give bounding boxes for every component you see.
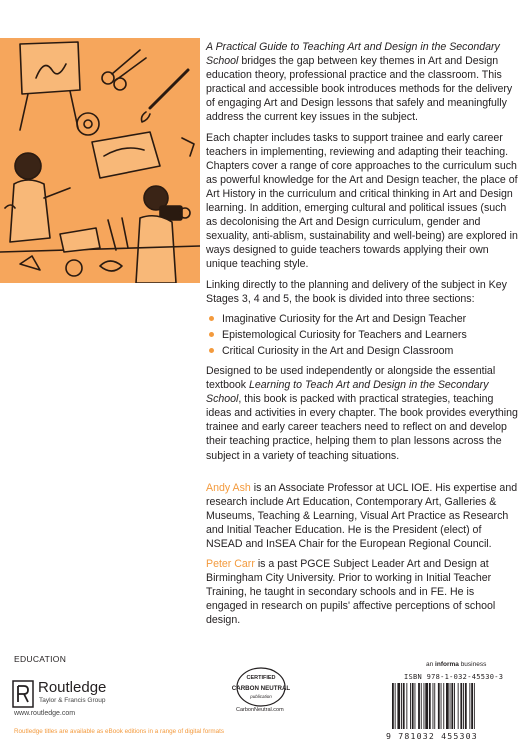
bullet-icon (209, 348, 214, 353)
barcode-bar (425, 683, 428, 729)
barcode-bar (438, 683, 440, 729)
carbon-label-top: CERTIFIED (246, 675, 276, 681)
informa-brand: informa (435, 661, 459, 668)
barcode-bar (403, 683, 405, 729)
blurb-paragraph-4: Designed to be used independently or alongside the essential textbook Learning to Teach Art and Design in the Secondary School, this book is packed with practical strategies, teaching ideas and activities in every chapter. The book provides everything trainee and early career teachers need to reflect on and develop their teaching practice, helping them to plan lessons across the subject in a variety of teaching situations. (206, 364, 518, 462)
barcode-bar (441, 683, 442, 729)
barcode-bar (412, 683, 414, 729)
barcode-bar (454, 683, 455, 729)
barcode-bar (465, 683, 467, 729)
blurb-paragraph-1: A Practical Guide to Teaching Art and Design in the Secondary School bridges the gap between key themes in Art and Design education theory, professional practice and the classroom. This practical and accessible book introduces methods for the delivery of engaging Art and Design lessons that safely and meaningfully address the current key issues in the subject. (206, 41, 513, 124)
barcode-bar (446, 683, 449, 729)
publisher-group: Taylor & Francis Group (39, 697, 106, 704)
subject-category: EDUCATION (14, 654, 67, 664)
author-bio-carr: Peter Carr is a past PGCE Subject Leader Art and Design at Birmingham City University. Prior to working in Initial Teacher Training, he taught in secondary schools and in FE. He is engaged in research on pupils' affective perceptions of school design. (206, 558, 496, 627)
barcode-bar (450, 683, 451, 729)
barcode-bar (451, 683, 453, 729)
barcode-bar (463, 683, 464, 729)
barcode-bar (395, 683, 396, 729)
isbn-barcode (386, 671, 520, 739)
barcode-bar (397, 683, 400, 729)
author-bios (206, 481, 518, 628)
blurb-paragraph-3: Linking directly to the planning and delivery of the subject in Key Stages 3, 4 and 5, the book is divided into three sections: (206, 278, 507, 305)
routledge-logo-icon (12, 680, 34, 708)
barcode-bar (471, 683, 473, 729)
barcode-bar (392, 683, 394, 729)
barcode-bar (424, 683, 425, 729)
barcode-bar (421, 683, 422, 729)
cover-illustration (0, 38, 200, 283)
barcode-bar (469, 683, 470, 729)
barcode-bar (401, 683, 402, 729)
barcode-digits: 9 781032 455303 (386, 731, 478, 741)
blurb-paragraph-2: Each chapter includes tasks to support trainee and early career teachers in implementing, reviewing and adapting their teaching. Chapters cover a range of core approaches to the curriculum such as powerful knowledge for the Art and Design teacher, the place of Art History in the curriculum and critical thinking in Art and Design learning. In addition, emerging cultural and political issues (such as decolonising the Art and Design curriculum, gender and sexuality, anti-ablism, sustainability and well-being) are explored in ways designed to guide teachers towards applying their own unique teaching style. (206, 131, 518, 271)
author-bio-ash: Andy Ash is an Associate Professor at UCL IOE. His expertise and research include Art Education, Contemporary Art, Galleries & Museums, Teaching & Learning, Visual Art Practice as Research and Initial Teacher Education. He is the President (elect) of NSEAD and InSEA Chair for the European Regional Council. (206, 481, 518, 550)
informa-tagline: an informa business (426, 661, 487, 668)
barcode-bar (429, 683, 431, 729)
book-title: A Practical Guide to Teaching Art and Design in the Secondary School (206, 41, 500, 68)
bullet-icon (209, 332, 214, 337)
art-classroom-drawing (0, 38, 200, 283)
barcode-bar (474, 683, 475, 729)
barcode-bar (433, 683, 434, 729)
ebook-note: Routledge titles are available as eBook editions in a range of digital formats (14, 728, 225, 735)
barcode-bar (443, 683, 444, 729)
barcode-bar (460, 683, 462, 729)
barcode-bar (458, 683, 459, 729)
barcode-bar (434, 683, 435, 729)
carbon-label-sub: publication (250, 694, 272, 699)
carbon-neutral-url: CarbonNeutral.com (236, 707, 284, 713)
publisher-url: www.routledge.com (14, 710, 76, 717)
publisher-name: Routledge (38, 679, 107, 696)
sections-list (206, 312, 518, 358)
back-cover-text (206, 40, 518, 634)
list-item: Critical Curiosity in the Art and Design Classroom (206, 344, 518, 358)
list-item: Imaginative Curiosity for the Art and Design Teacher (206, 312, 518, 326)
companion-book-title: Learning to Teach Art and Design in the Secondary School (206, 379, 489, 406)
author-name: Peter Carr (206, 558, 255, 571)
isbn-text: ISBN 978-1-032-45530-3 (404, 673, 504, 681)
carbon-neutral-badge-icon (232, 665, 290, 713)
barcode-bar (410, 683, 411, 729)
bullet-icon (209, 316, 214, 321)
author-name: Andy Ash (206, 481, 251, 494)
carbon-label-main: CARBON NEUTRAL (232, 685, 290, 692)
barcode-bar (406, 683, 407, 729)
barcode-bar (418, 683, 420, 729)
barcode-bar (415, 683, 416, 729)
list-item: Epistemological Curiosity for Teachers and Learners (206, 328, 518, 342)
